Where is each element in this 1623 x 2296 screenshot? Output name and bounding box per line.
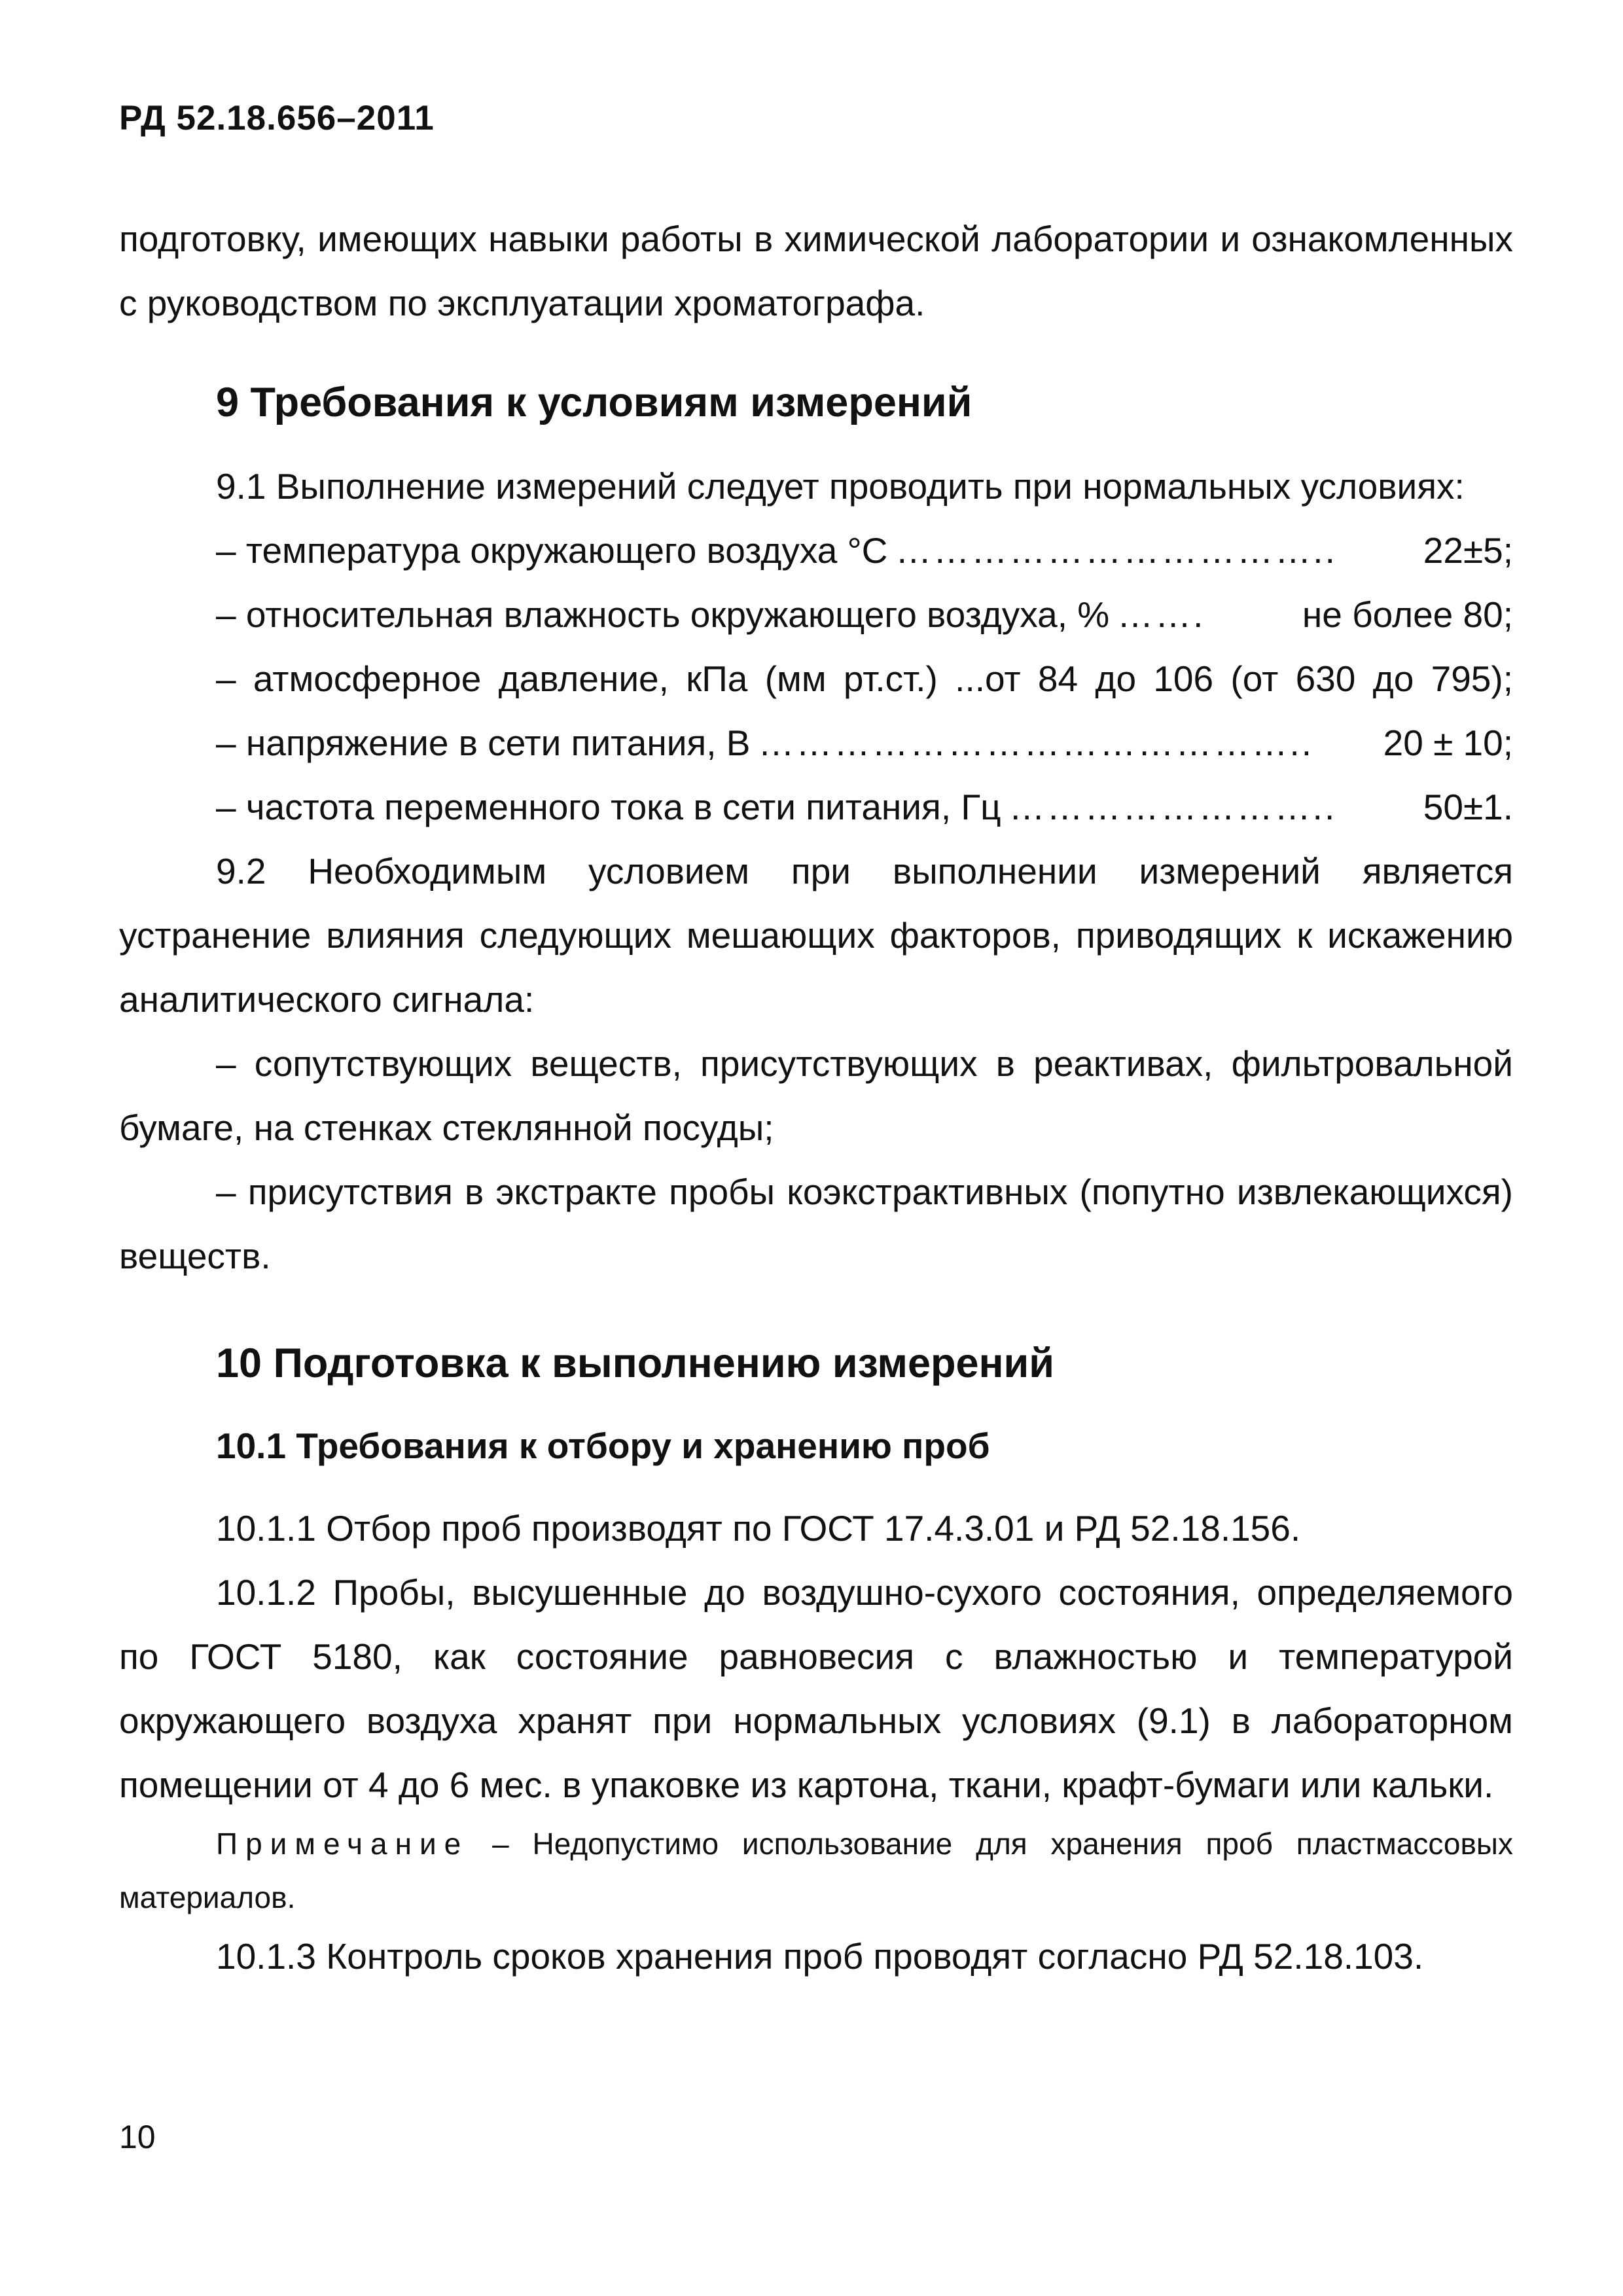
note <box>119 1817 1513 1924</box>
paragraph-9-1: 9.1 Выполнение измерений следует проводить при нормальных условиях: <box>216 466 1465 507</box>
condition-value: 20 ± 10; <box>1383 723 1513 763</box>
paragraph-10-1-3: 10.1.3 Контроль сроков хранения проб проводят согласно РД 52.18.103. <box>216 1936 1424 1977</box>
condition-value: 22±5; <box>1423 530 1513 571</box>
paragraph-9-2: 9.2 Необходимым условием при выполнении измерений является устранение влияния следующих мешающих факторов, приводящих к искажению аналитического сигнала: <box>119 851 1513 1020</box>
note-label: Примечание <box>216 1827 469 1861</box>
section-10-1-title: 10.1 Требования к отбору и хранению проб <box>216 1426 990 1466</box>
leader-dots: …………………………….. <box>895 530 1337 571</box>
paragraph-10-1-1: 10.1.1 Отбор проб производят по ГОСТ 17.4.3.01 и РД 52.18.156. <box>216 1508 1301 1549</box>
condition-label: – относительная влажность окружающего воздуха, % <box>216 594 1110 635</box>
leader-dots: ……. <box>1117 594 1205 635</box>
condition-label: – температура окружающего воздуха °С <box>216 530 888 571</box>
factor-item-coextractives: – присутствия в экстракте пробы коэкстрактивных (попутно извлекающихся) веществ. <box>119 1172 1513 1276</box>
condition-item-humidity <box>119 583 1513 647</box>
condition-item-temperature <box>119 518 1513 583</box>
page-content <box>119 207 1513 1988</box>
section-9-title: 9 Требования к условиям измерений <box>216 380 972 425</box>
note-text: – Недопустимо использование для хранения проб пластмассовых материалов. <box>119 1827 1513 1914</box>
factor-item-substances: – сопутствующих веществ, присутствующих в реактивах, фильтровальной бумаге, на стенках стеклянной посуды; <box>119 1043 1513 1148</box>
intro-paragraph: подготовку, имеющих навыки работы в химической лаборатории и ознакомленных с руководством по эксплуатации хроматографа. <box>119 219 1513 323</box>
condition-item-voltage <box>119 711 1513 775</box>
condition-label: – напряжение в сети питания, В <box>216 723 751 763</box>
document-code: РД 52.18.656–2011 <box>119 99 435 137</box>
leader-dots: …………………………………….. <box>758 723 1314 763</box>
section-10-title: 10 Подготовка к выполнению измерений <box>216 1340 1055 1386</box>
page-number: 10 <box>119 2119 156 2155</box>
condition-item-frequency <box>119 775 1513 839</box>
paragraph-10-1-2: 10.1.2 Пробы, высушенные до воздушно-сухого состояния, определяемого по ГОСТ 5180, как состояние равновесия с влажностью и температурой окружающего воздуха хранят при нормальных условиях (9.1) в лабораторном помещении от 4 до 6 мес. в упаковке из картона, ткани, крафт-бумаги или кальки. <box>119 1572 1513 1805</box>
leader-dots: …………………….. <box>1008 787 1337 827</box>
condition-item-pressure: – атмосферное давление, кПа (мм рт.ст.) ...от 84 до 106 (от 630 до 795); <box>216 658 1513 699</box>
condition-value: не более 80; <box>1302 594 1513 635</box>
condition-value: 50±1. <box>1423 787 1513 827</box>
condition-label: – частота переменного тока в сети питания, Гц <box>216 787 1001 827</box>
